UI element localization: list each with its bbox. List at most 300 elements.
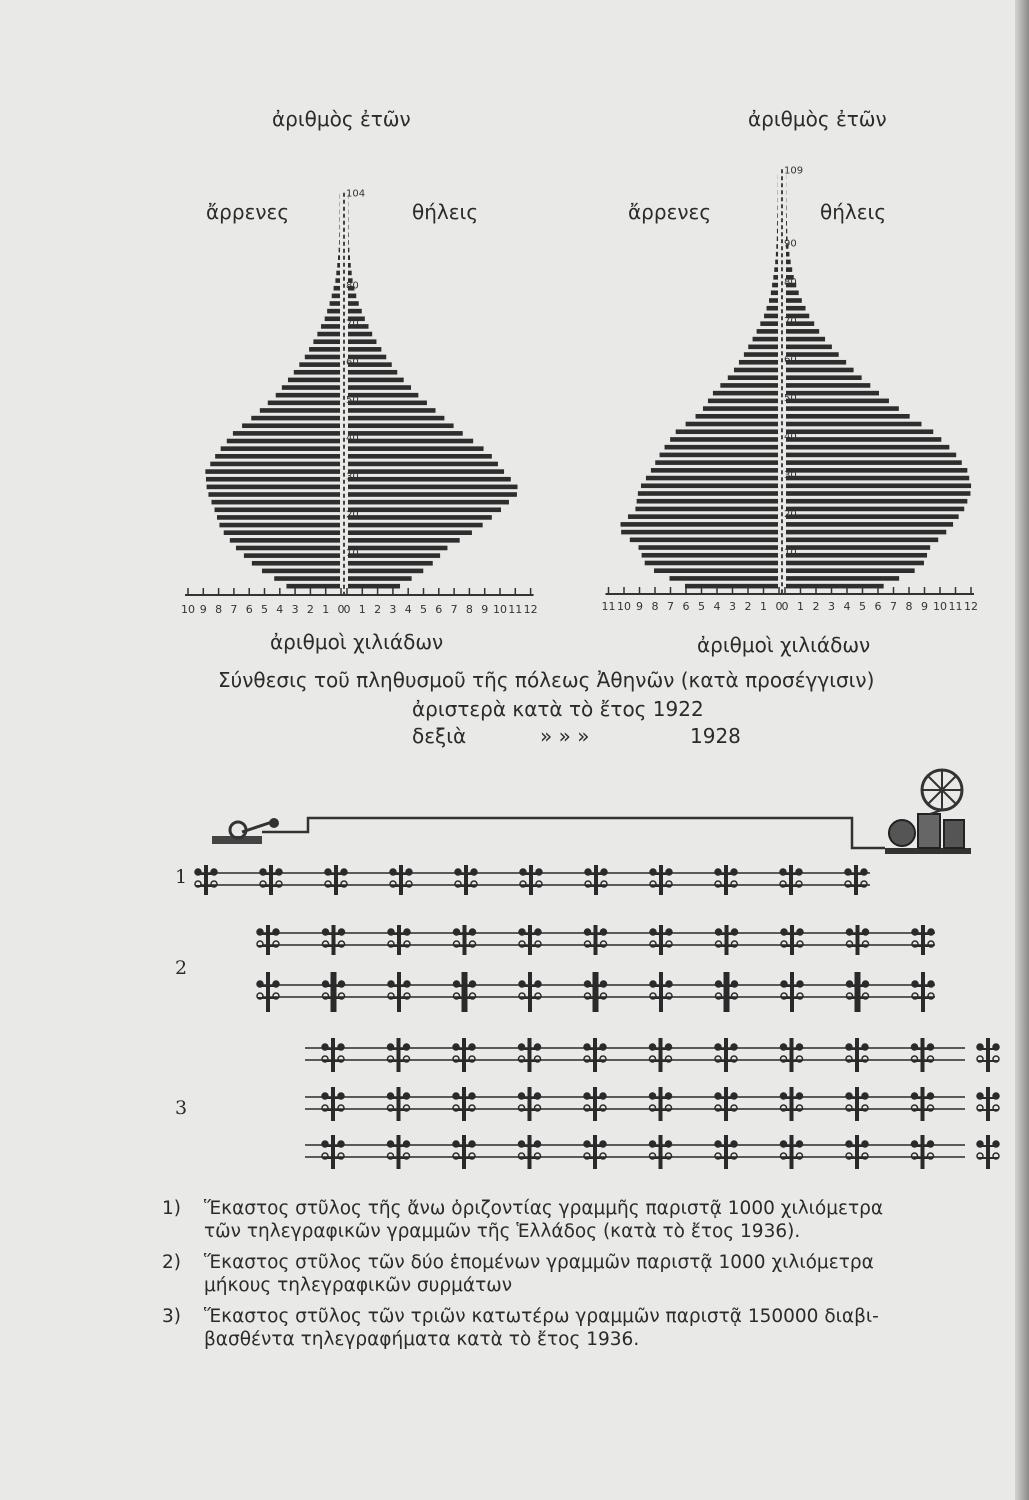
pyramid-1922-female-bar-age-0 (348, 584, 400, 589)
pyramid-1922-male-bar-age-34 (215, 454, 340, 459)
telegraph-row-2a-pole-5-post (528, 925, 532, 955)
pyramid-1928-female-bar-age-8 (786, 553, 927, 558)
telegraph-row-3a-pole-7-post (724, 1038, 728, 1072)
pyramid-1922-female-bar-age-20 (348, 507, 501, 512)
telegraph-row-2b-pole-10-insulator-l-0 (847, 981, 853, 987)
telegraph-row-1-pole-10-insulator-r-0 (796, 869, 802, 875)
pyramid-1928-male-bar-age-58 (739, 360, 778, 365)
telegraph-row-1-pole-2-insulator-l-0 (260, 869, 266, 875)
pyramid-1928-male-bar-age-34 (660, 453, 778, 458)
telegraph-row-2a-pole-2-insulator-r-0 (339, 929, 345, 935)
telegraph-row-3c-pole-4 (519, 1135, 541, 1169)
telegraph-row-3a-pole-11-post (986, 1038, 990, 1072)
pyramid-1928-female-bar-age-6 (786, 561, 924, 566)
pyramid-1928-male-bar-age-80 (773, 275, 778, 280)
pyramid-1922-female-bar-age-24 (348, 492, 517, 497)
telegraph-row-3b-pole-8 (781, 1087, 803, 1121)
telegraph-row-3c-pole-9-insulator-l-0 (846, 1141, 852, 1147)
pyramid-1928-female-bar-age-50 (786, 391, 879, 396)
telegraph-row-1-pole-4 (390, 865, 412, 895)
pyramid-1922-male-bar-age-22 (211, 500, 340, 505)
pyramid-1928-x-tick-label-left-6: 6 (682, 600, 690, 613)
telegraph-row-3a-pole-7-insulator-l-0 (715, 1044, 721, 1050)
telegraph-row-2b-pole-10-post (855, 972, 861, 1012)
telegraph-row-3a-pole-2-post (397, 1038, 401, 1072)
pyramid-1922-male-bar-age-48 (268, 401, 340, 406)
pyramid-1922-male-bar-age-28 (206, 477, 340, 482)
telegraph-row-2a-pole-3-insulator-l-0 (388, 929, 394, 935)
pyramid-1928-female-bar-age-56 (786, 368, 854, 373)
pyramid-1928-female-bar-age-26 (786, 483, 971, 488)
pyramid-1922-male-bar-age-0 (286, 584, 340, 589)
telegraph-row-2b-pole-5-post (528, 972, 532, 1012)
pyramid-1928-female-bar-age-86 (786, 252, 789, 257)
telegraph-row-3a-pole-3-insulator-r-0 (469, 1044, 475, 1050)
telegraph-row-3c-pole-2-insulator-l-0 (388, 1141, 394, 1147)
note-3-number: 3) (162, 1306, 181, 1327)
pyramid-1922-age-tick-104: 104 (346, 188, 366, 200)
telegraph-row-3b-pole-1-insulator-l-0 (322, 1093, 328, 1099)
pyramid-1922-x-tick-label-left-4: 4 (276, 603, 284, 616)
telegraph-row-1-pole-8 (650, 865, 672, 895)
pyramid-1928-male-bar-age-72 (767, 306, 778, 311)
pyramid-1922-male-bar-age-64 (313, 339, 340, 344)
telegraph-row-2b-pole-9 (781, 972, 803, 1012)
pyramid-1928-male-bar-age-68 (760, 321, 778, 326)
telegraph-row-1-pole-11-post (854, 865, 858, 895)
pyramid-1922-age-tick-30: 30 (346, 471, 359, 483)
pyramid-1922-female-bar-age-6 (348, 561, 433, 566)
pyramid-1928-age-tick-90: 90 (784, 238, 797, 250)
pyramid-1928-male-bar-age-78 (772, 283, 778, 288)
telegraph-row-3b-pole-1-insulator-r-0 (338, 1093, 344, 1099)
pyramid-1922-male-bar-age-66 (317, 332, 340, 337)
telegraph-row-1-pole-7-post (594, 865, 598, 895)
pyramid-1922-female-bar-age-74 (348, 301, 359, 306)
pyramid-1922-female-bar-age-52 (348, 385, 411, 390)
telegraph-row-2b-pole-4 (454, 972, 476, 1012)
telegraph-row-3c-pole-7-post (724, 1135, 728, 1169)
pyramid-1928-female-bar-age-22 (786, 499, 967, 504)
caption-line-3-year: 1928 (690, 724, 741, 748)
telegraph-row-3a-pole-4-post (528, 1038, 532, 1072)
telegraph-row-2a-pole-7-insulator-l-0 (650, 929, 656, 935)
pyramid-1928-female-bar-age-24 (786, 491, 970, 496)
telegraph-row-2a-pole-4-insulator-l-0 (454, 929, 460, 935)
pyramid-1928-male-bar-age-16 (621, 522, 778, 527)
telegraph-pole-rows (195, 865, 999, 1169)
telegraph-row-3c-pole-1 (322, 1135, 344, 1169)
pyramid-1928-male-bar-age-46 (703, 406, 778, 411)
telegraph-row-3b-pole-9 (846, 1087, 868, 1121)
telegraph-row-1-pole-11 (845, 865, 867, 895)
telegraph-row-2b-pole-6-post (593, 972, 599, 1012)
pyramid-1928-x-label: ἀριθμοὶ χιλιάδων (697, 633, 871, 657)
telegraph-row-3c-pole-11-insulator-l-0 (977, 1141, 983, 1147)
note-2-number: 2) (162, 1252, 181, 1273)
pyramid-1928-male-bar-age-42 (686, 422, 778, 427)
pyramid-1922-male-bar-age-46 (260, 408, 340, 413)
pyramid-1922-x-tick-label-right-0: 0 (343, 603, 351, 616)
pyramid-1928-age-tick-70: 70 (784, 315, 797, 327)
pyramid-1922-female-bar-age-46 (348, 408, 436, 413)
pyramid-1928-age-tick-80: 80 (784, 277, 797, 289)
telegraph-row-3c-pole-11-insulator-r-0 (993, 1141, 999, 1147)
telegraph-row-3c-pole-4-post (528, 1135, 532, 1169)
telegraph-row-3b-pole-11-insulator-l-0 (977, 1093, 983, 1099)
pyramid-1922-male-bar-age-94 (339, 225, 340, 230)
pyramid-1922-male-bar-age-88 (339, 248, 340, 253)
pyramid-1922-female-bar-age-82 (348, 271, 352, 276)
telegraph-row-3c-pole-3 (453, 1135, 475, 1169)
pyramid-1928-male-bar-age-36 (665, 445, 778, 450)
pyramid-1922-male-bar-age-32 (210, 462, 340, 467)
pyramid-1928-x-tick-label-left-4: 4 (713, 600, 721, 613)
pyramid-1928-female-bar-age-32 (786, 460, 962, 465)
pyramid-1922-female-bar-age-64 (348, 339, 376, 344)
pyramid-1922-male-bar-age-72 (327, 309, 340, 314)
pyramid-1928-male-bar-age-74 (769, 298, 778, 303)
pyramid-1922-age-tick-60: 60 (346, 356, 359, 368)
pyramid-1922-x-tick-label-left-7: 7 (230, 603, 238, 616)
pyramid-1922-male-bar-age-6 (252, 561, 340, 566)
pyramid-1922-x-tick-label-left-1: 1 (322, 603, 330, 616)
telegraph-row-2b-pole-11-post (921, 972, 925, 1012)
telegraph-row-2a-pole-2-post (332, 925, 336, 955)
telegraph-row-3c-pole-2-post (397, 1135, 401, 1169)
telegraph-row-1-pole-6-insulator-l-0 (520, 869, 526, 875)
telegraph-row-3a-pole-10 (912, 1038, 934, 1072)
telegraph-row-1-pole-3-post (334, 865, 338, 895)
telegraph-row-3b-pole-7-post (724, 1087, 728, 1121)
pyramid-1928-male-bar-age-88 (776, 244, 778, 249)
telegraph-row-2a-pole-10-insulator-r-0 (863, 929, 869, 935)
pyramid-1928-x-tick-label-right-1: 1 (797, 600, 804, 613)
telegraph-row-2b-pole-2-insulator-l-0 (323, 981, 329, 987)
telegraph-row-3c-pole-5-post (593, 1135, 597, 1169)
telegraph-row-1-pole-9-insulator-l-0 (715, 869, 721, 875)
pyramid-1922-female-bar-age-10 (348, 546, 447, 551)
telegraph-row-3c-pole-11-post (986, 1135, 990, 1169)
pyramid-1928-female-bar-age-94 (786, 221, 787, 226)
telegraph-row-3c-pole-5 (584, 1135, 606, 1169)
telegraph-row-1-pole-5 (455, 865, 477, 895)
pyramid-1922-female-bar-age-38 (348, 439, 473, 444)
pyramid-1928-female-bar-age-36 (786, 445, 949, 450)
pyramid-1928-male-bar-age-60 (744, 352, 778, 357)
telegraph-row-3c-pole-6-insulator-r-0 (666, 1141, 672, 1147)
pyramid-1928-male-bar-age-4 (654, 568, 778, 573)
pyramid-1928-female-bar-age-66 (786, 329, 819, 334)
pyramid-1928 (602, 165, 979, 613)
pyramid-1928-x-tick-label-left-0: 0 (775, 600, 783, 613)
pyramid-1922-x-tick-label-right-10: 10 (493, 603, 507, 616)
caption-line-2: ἀριστερὰ κατὰ τὸ ἔτος 1922 (412, 697, 704, 721)
pyramid-1922-male-bar-age-50 (276, 393, 340, 398)
telegraph-row-2b-pole-8-insulator-l-0 (716, 981, 722, 987)
pyramid-1928-x-tick-label-right-8: 8 (905, 600, 913, 613)
pyramid-1928-male-bar-age-94 (777, 221, 778, 226)
pyramid-1922-male-bar-age-16 (219, 523, 340, 528)
telegraph-row-3b-pole-5-insulator-l-0 (584, 1093, 590, 1099)
telegraph-row-3b-pole-7-insulator-r-0 (731, 1093, 737, 1099)
telegraph-row-2b-pole-1 (257, 972, 279, 1012)
pyramid-1922-male-bar-age-12 (230, 538, 340, 543)
caption-line-3-ditto: » » » (540, 724, 590, 748)
telegraph-row-3b-pole-10-insulator-l-0 (912, 1093, 918, 1099)
pyramid-1928-male-bar-age-38 (670, 437, 778, 442)
telegraph-row-2b-pole-4-insulator-l-0 (454, 981, 460, 987)
pyramid-1928-female-bar-age-10 (786, 545, 930, 550)
pyramid-1922-female-bar-age-8 (348, 553, 440, 558)
pyramid-1928-x-tick-label-right-6: 6 (874, 600, 882, 613)
note-1-number: 1) (162, 1198, 181, 1219)
pyramid-1928-x-tick-label-right-3: 3 (828, 600, 835, 613)
telegraph-row-3c-pole-6 (650, 1135, 672, 1169)
pyramid-1928-male-bar-age-54 (728, 375, 778, 380)
telegraph-row-2a-pole-6 (585, 925, 607, 955)
pyramid-1922-x-tick-label-left-8: 8 (215, 603, 223, 616)
telegraph-row-3a-pole-6 (650, 1038, 672, 1072)
pyramid-1922-male-bar-age-92 (339, 232, 340, 237)
pyramid-1928-x-tick-label-left-1: 1 (760, 600, 767, 613)
pyramid-1928-x-tick-label-right-9: 9 (921, 600, 928, 613)
pyramid-1922-female-bar-age-4 (348, 569, 423, 574)
telegraph-row-3b-pole-10-post (921, 1087, 925, 1121)
pyramid-1922-male-bar-age-52 (282, 385, 340, 390)
telegraph-row-2b-pole-3-insulator-l-0 (388, 981, 394, 987)
telegraph-row-2a-pole-6-insulator-l-0 (585, 929, 591, 935)
telegraph-row-2a-pole-9-insulator-r-0 (797, 929, 803, 935)
pyramid-1922-female-bar-age-14 (348, 530, 472, 535)
pyramid-1928-x-tick-label-left-2: 2 (744, 600, 752, 613)
pyramid-1922-female-label: θήλεις (412, 200, 479, 224)
pyramid-1928-x-tick-label-left-9: 9 (636, 600, 643, 613)
telegraph-row-3b-pole-10 (912, 1087, 934, 1121)
pyramid-1922-male-bar-age-8 (244, 553, 340, 558)
pyramid-1922-male-bar-age-14 (224, 530, 340, 535)
pyramid-1922-female-bar-age-88 (348, 248, 349, 253)
pyramid-1928-female-bar-age-12 (786, 538, 938, 543)
telegraph-row-3b-pole-2-post (397, 1087, 401, 1121)
pyramid-1922-male-bar-age-2 (274, 576, 340, 581)
telegraph-row-3c-pole-3-insulator-l-0 (453, 1141, 459, 1147)
pyramid-1922-male-bar-age-82 (336, 271, 340, 276)
pyramid-1922-male-bar-age-36 (221, 446, 340, 451)
telegraph-row-1-pole-4-insulator-l-0 (390, 869, 396, 875)
pyramid-1928-female-bar-age-82 (786, 267, 792, 272)
pyramid-1928-female-bar-age-30 (786, 468, 967, 473)
telegraph-row-3b-pole-9-insulator-r-0 (862, 1093, 868, 1099)
pyramid-1928-female-bar-age-20 (786, 507, 964, 512)
telegraph-row-1-pole-10-post (789, 865, 793, 895)
pyramid-1928-age-tick-50: 50 (784, 393, 797, 404)
telegraph-row-3b-pole-11-insulator-r-0 (993, 1093, 999, 1099)
telegraph-row-3c-pole-5-insulator-r-0 (600, 1141, 606, 1147)
pyramid-1928-male-bar-age-92 (777, 229, 778, 234)
pyramid-1928-male-bar-age-32 (655, 460, 778, 465)
pyramid-1922-female-bar-age-12 (348, 538, 460, 543)
caption-line-1: Σύνθεσις τοῦ πληθυσμοῦ τῆς πόλεως Ἀθηνῶν (κατὰ προσέγγισιν) (218, 668, 875, 692)
telegraph-row-2a-pole-5-insulator-r-0 (535, 929, 541, 935)
pyramid-1922-female-bar-age-72 (348, 309, 362, 314)
telegraph-row-3b-pole-5-post (593, 1087, 597, 1121)
pyramid-1922-male-bar-age-10 (236, 546, 340, 551)
pyramid-1928-female-bar-age-4 (786, 568, 915, 573)
telegraph-row-3b-pole-11 (977, 1087, 999, 1121)
telegraph-row-1-pole-10 (780, 865, 802, 895)
pyramid-1922-age-tick-80: 80 (346, 280, 359, 292)
telegraph-row-2a-pole-2-insulator-l-0 (323, 929, 329, 935)
telegraph-row-3a (305, 1038, 999, 1072)
pyramid-1928-male-bar-age-76 (771, 290, 778, 295)
telegraph-row-2a-pole-4 (454, 925, 476, 955)
telegraph-row-3a-pole-5-post (593, 1038, 597, 1072)
pyramid-1922-female-bar-age-84 (348, 263, 351, 268)
telegraph-row-1-pole-8-insulator-l-0 (650, 869, 656, 875)
telegraph-row-3c-pole-6-post (659, 1135, 663, 1169)
pyramid-1922-female-bar-age-18 (348, 515, 492, 520)
telegraph-row-3a-pole-6-insulator-r-0 (666, 1044, 672, 1050)
telegraph-row-2a-pole-11-insulator-r-0 (928, 929, 934, 935)
telegraph-row-2a-pole-10-insulator-l-0 (847, 929, 853, 935)
telegraph-row-3a-pole-11-insulator-l-0 (977, 1044, 983, 1050)
pyramid-1928-female-bar-age-72 (786, 306, 806, 311)
telegraph-row-3a-pole-11 (977, 1038, 999, 1072)
pyramid-1922-male-bar-age-56 (294, 370, 340, 375)
telegraph-row-3a-pole-5 (584, 1038, 606, 1072)
pyramid-1922-age-tick-20: 20 (346, 509, 359, 521)
telegraph-row-2b-pole-3 (388, 972, 410, 1012)
telegraph-row-1-pole-5-post (464, 865, 468, 895)
telegraph-row-1-pole-9-insulator-r-0 (731, 869, 737, 875)
telegraph-row-2b-pole-6-insulator-l-0 (585, 981, 591, 987)
pyramid-1928-female-bar-age-38 (786, 437, 941, 442)
pyramid-1928-x-tick-label-left-5: 5 (698, 600, 705, 613)
pyramid-1928-female-bar-age-84 (786, 260, 791, 265)
telegraph-row-3c-pole-2-insulator-r-0 (404, 1141, 410, 1147)
pyramid-1922-male-bar-age-78 (334, 286, 340, 291)
telegraph-row-3c-pole-5-insulator-l-0 (584, 1141, 590, 1147)
telegraph-row-2b-pole-5 (519, 972, 541, 1012)
pyramid-1928-x-tick-label-right-0: 0 (781, 600, 789, 613)
telegraph-row-3c-pole-9-post (855, 1135, 859, 1169)
pyramid-1922-x-tick-label-left-6: 6 (245, 603, 253, 616)
telegraph-row-2a-pole-7-post (659, 925, 663, 955)
pyramid-1922-female-bar-age-86 (348, 255, 350, 260)
telegraph-row-3b-pole-8-insulator-r-0 (797, 1093, 803, 1099)
pyramid-1928-male-bar-age-90 (777, 236, 778, 241)
telegraph-row-3c-pole-9 (846, 1135, 868, 1169)
telegraph-row-2b-pole-4-post (462, 972, 468, 1012)
pyramid-1928-female-bar-age-96 (786, 213, 787, 218)
telegraph-row-2a-pole-1 (257, 925, 279, 955)
pyramid-1922-male-bar-age-74 (330, 301, 340, 306)
telegraph-row-2a-pole-4-post (463, 925, 467, 955)
telegraph-row-2b (257, 972, 935, 1012)
telegraph-row-1-pole-5-insulator-l-0 (455, 869, 461, 875)
pyramid-1928-male-bar-age-2 (670, 576, 779, 581)
telegraph-row-3c-pole-7 (715, 1135, 737, 1169)
telegraph-row-3a-pole-3-insulator-l-0 (453, 1044, 459, 1050)
pyramid-1922-female-bar-age-32 (348, 462, 498, 467)
telegraph-row-3a-pole-4 (519, 1038, 541, 1072)
telegraph-row-3a-pole-10-insulator-l-0 (912, 1044, 918, 1050)
pyramid-1922-female-bar-age-56 (348, 370, 397, 375)
pyramid-1922-male-bar-age-40 (233, 431, 340, 436)
pyramid-1928-age-tick-40: 40 (784, 431, 797, 443)
telegraph-row-2a-pole-3 (388, 925, 410, 955)
pyramid-1928-female-bar-age-42 (786, 422, 921, 427)
pyramid-1928-male-bar-age-84 (775, 260, 778, 265)
pyramid-1928-male-bar-age-64 (753, 337, 778, 342)
pyramid-1922-female-bar-age-62 (348, 347, 381, 352)
pyramid-1922-male-bar-age-58 (299, 362, 340, 367)
pyramid-1922-female-bar-age-2 (348, 576, 412, 581)
telegraph-row-2b-pole-11 (912, 972, 934, 1012)
telegraph-row-2b-pole-7-post (659, 972, 663, 1012)
telegraph-row-2b-pole-2-insulator-r-0 (339, 981, 345, 987)
telegraph-row-3c-pole-8-insulator-l-0 (781, 1141, 787, 1147)
telegraph-row-1-pole-3-insulator-r-0 (341, 869, 347, 875)
pyramid-1922-male-bar-age-80 (335, 278, 340, 283)
telegraph-row-3b-pole-6 (650, 1087, 672, 1121)
telegraph-row-3b-pole-8-post (790, 1087, 794, 1121)
note-1-line-1: Ἕκαστος στῦλος τῆς ἄνω ὁριζοντίας γραμμῆς παριστᾷ 1000 χιλιόμετρα (204, 1198, 884, 1219)
pyramid-1922-x-tick-label-right-7: 7 (450, 603, 458, 616)
telegraph-row-1-pole-10-insulator-l-0 (780, 869, 786, 875)
pyramid-1922-age-tick-70: 70 (346, 318, 359, 330)
pyramid-1928-female-bar-age-2 (786, 576, 899, 581)
telegraph-wire (262, 818, 885, 848)
telegraph-row-1-pole-8-insulator-r-0 (666, 869, 672, 875)
telegraph-row-3c-pole-3-post (462, 1135, 466, 1169)
telegraph-row-3a-pole-7 (715, 1038, 737, 1072)
telegraph-row-2a-pole-8-insulator-r-0 (732, 929, 738, 935)
pyramid-1922-female-bar-age-30 (348, 469, 504, 474)
telegraph-row-3b-pole-3-insulator-r-0 (469, 1093, 475, 1099)
telegraph-row-2a-pole-6-post (594, 925, 598, 955)
telegraph-row-3b-pole-4 (519, 1087, 541, 1121)
pyramid-1928-x-tick-label-left-8: 8 (651, 600, 659, 613)
pyramid-1922-male-bar-age-68 (321, 324, 340, 329)
pyramid-1928-x-tick-label-right-4: 4 (843, 600, 851, 613)
telegraph-row-1-pole-7-insulator-r-0 (601, 869, 607, 875)
telegraph-row-2a-pole-3-post (397, 925, 401, 955)
pyramid-1928-male-bar-age-18 (628, 514, 778, 519)
pyramid-1922-male-bar-age-26 (207, 485, 340, 490)
telegraph-row-3b-pole-5-insulator-r-0 (600, 1093, 606, 1099)
pyramid-1922-x-tick-label-left-5: 5 (261, 603, 268, 616)
pyramid-1922-x-tick-label-left-3: 3 (291, 603, 299, 616)
telegraph-row-2b-pole-1-insulator-r-0 (273, 981, 279, 987)
telegraph-row-3c-pole-11 (977, 1135, 999, 1169)
pyramid-1922-male-bar-age-60 (305, 355, 340, 360)
pyramid-1928-x-tick-label-right-10: 10 (933, 600, 947, 613)
telegraph-row-3c (305, 1135, 999, 1169)
telegraph-row-1-pole-4-post (399, 865, 403, 895)
telegraph-row-3a-pole-11-insulator-r-0 (993, 1044, 999, 1050)
pyramid-1922-female-bar-age-16 (348, 523, 483, 528)
pyramid-1922-female-bar-age-92 (348, 232, 349, 237)
pyramid-1922-male-bar-age-90 (339, 240, 340, 245)
note-1-line-2: τῶν τηλεγραφικῶν γραμμῶν τῆς Ἑλλάδος (κατὰ τὸ ἔτος 1936). (204, 1221, 801, 1242)
pyramid-1922-male-bar-age-38 (227, 439, 340, 444)
telegraph-row-1-pole-1-post (204, 865, 208, 895)
telegraph-row-3a-pole-5-insulator-l-0 (584, 1044, 590, 1050)
pyramid-1928-female-label: θήλεις (820, 200, 887, 224)
pyramid-1922-female-bar-age-90 (348, 240, 349, 245)
